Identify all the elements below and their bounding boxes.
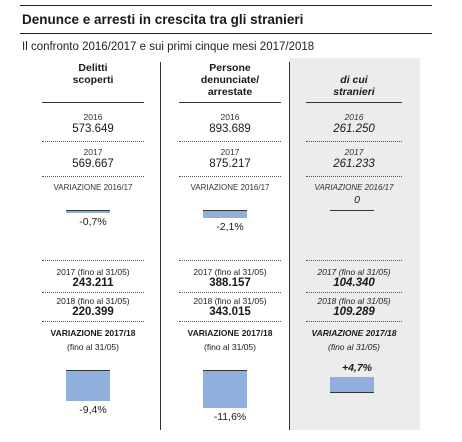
- dotted-rule: [179, 141, 281, 142]
- period-label: 2018 (fino al 31/05): [56, 296, 130, 306]
- variation-label: VARIAZIONE 2016/17: [314, 183, 394, 192]
- year-value: 261.233: [333, 158, 375, 170]
- variation-bar: [203, 371, 247, 408]
- period-value: 220.399: [72, 306, 114, 318]
- variation2-label: VARIAZIONE 2017/18: [50, 328, 136, 338]
- variation-bar-area: [302, 194, 406, 258]
- column-header-line: scoperti: [72, 74, 114, 86]
- variation-bar-area: [38, 200, 148, 258]
- year-label: 2016: [220, 112, 240, 122]
- column-header: [175, 62, 285, 102]
- variation2-label: VARIAZIONE 2017/18: [187, 328, 273, 338]
- variation-bar: [330, 377, 374, 392]
- column-header-line: Delitti: [78, 62, 108, 74]
- year-value: 261.250: [333, 123, 375, 135]
- year-label: 2016: [344, 112, 364, 122]
- variation2-bar-area: [175, 360, 285, 422]
- dotted-rule: [42, 141, 144, 142]
- bar-value-label: -2,1%: [216, 220, 244, 233]
- column-divider: [289, 62, 290, 430]
- bar-baseline: [330, 392, 374, 393]
- header-rule: [179, 102, 281, 103]
- column-divider: [160, 62, 161, 430]
- variation2-bar-area: [302, 360, 406, 422]
- header-rule: [42, 102, 144, 103]
- dotted-rule: [42, 292, 144, 293]
- period-value: 104.340: [333, 277, 375, 289]
- column-header: [302, 62, 406, 102]
- header-rule: [306, 102, 402, 103]
- variation2-sub: (fino al 31/05): [328, 342, 380, 352]
- column-persone-denunciate: [175, 62, 285, 422]
- dotted-rule: [306, 292, 402, 293]
- dotted-rule: [306, 321, 402, 322]
- dotted-rule: [42, 260, 144, 261]
- variation-bar: [203, 211, 247, 218]
- bar-value-label: -0,7%: [79, 216, 107, 229]
- title-rule: [20, 33, 432, 34]
- subtitle: Il confronto 2016/2017 e sui primi cinque mesi 2017/2018: [22, 41, 315, 53]
- year-label: 2017: [220, 147, 240, 157]
- bar-value-label: 0: [354, 194, 360, 206]
- period-label: 2017 (fino al 31/05): [56, 267, 130, 277]
- bar-baseline: [330, 210, 374, 211]
- dotted-rule: [179, 321, 281, 322]
- year-label: 2016: [83, 112, 103, 122]
- year-value: 569.667: [72, 158, 114, 170]
- period-label: 2018 (fino al 31/05): [193, 296, 267, 306]
- dotted-rule: [306, 176, 402, 177]
- dotted-rule: [179, 260, 281, 261]
- bar-value-label: -11,6%: [213, 411, 247, 424]
- variation-label: VARIAZIONE 2016/17: [53, 183, 133, 192]
- period-label: 2017 (fino al 31/05): [317, 267, 391, 277]
- bar-value-label: -9,4%: [79, 404, 107, 417]
- dotted-rule: [179, 176, 281, 177]
- period-value: 109.289: [333, 306, 375, 318]
- column-stranieri: [302, 62, 406, 422]
- dotted-rule: [42, 321, 144, 322]
- variation-label: VARIAZIONE 2016/17: [190, 183, 270, 192]
- period-label: 2018 (fino al 31/05): [317, 296, 391, 306]
- bar-value-label: +4,7%: [341, 361, 373, 374]
- column-header-line: di cui: [340, 74, 368, 86]
- page-title: Denunce e arresti in crescita tra gli stranieri: [22, 12, 304, 27]
- top-rule: [20, 5, 432, 6]
- variation2-sub: (fino al 31/05): [204, 342, 256, 352]
- year-label: 2017: [83, 147, 103, 157]
- period-label: 2017 (fino al 31/05): [193, 267, 267, 277]
- column-header-line: denunciate/: [200, 74, 260, 86]
- dotted-rule: [42, 176, 144, 177]
- variation-bar: [66, 211, 110, 213]
- variation-bar-area: [175, 200, 285, 258]
- period-value: 243.211: [72, 277, 114, 289]
- variation-bar: [66, 371, 110, 401]
- column-header-line: Persone: [209, 62, 251, 74]
- variation2-bar-area: [38, 360, 148, 422]
- year-value: 573.649: [72, 123, 114, 135]
- year-value: 893.689: [209, 123, 251, 135]
- year-value: 875.217: [209, 158, 251, 170]
- dotted-rule: [306, 141, 402, 142]
- period-value: 343.015: [209, 306, 251, 318]
- dotted-rule: [306, 260, 402, 261]
- column-header-line: stranieri: [333, 86, 375, 98]
- period-value: 388.157: [209, 277, 251, 289]
- year-label: 2017: [344, 147, 364, 157]
- dotted-rule: [179, 292, 281, 293]
- variation2-sub: (fino al 31/05): [67, 342, 119, 352]
- variation2-label: VARIAZIONE 2017/18: [311, 328, 397, 338]
- column-header: [38, 62, 148, 102]
- column-delitti-scoperti: [38, 62, 148, 422]
- column-header-line: arrestate: [207, 86, 253, 98]
